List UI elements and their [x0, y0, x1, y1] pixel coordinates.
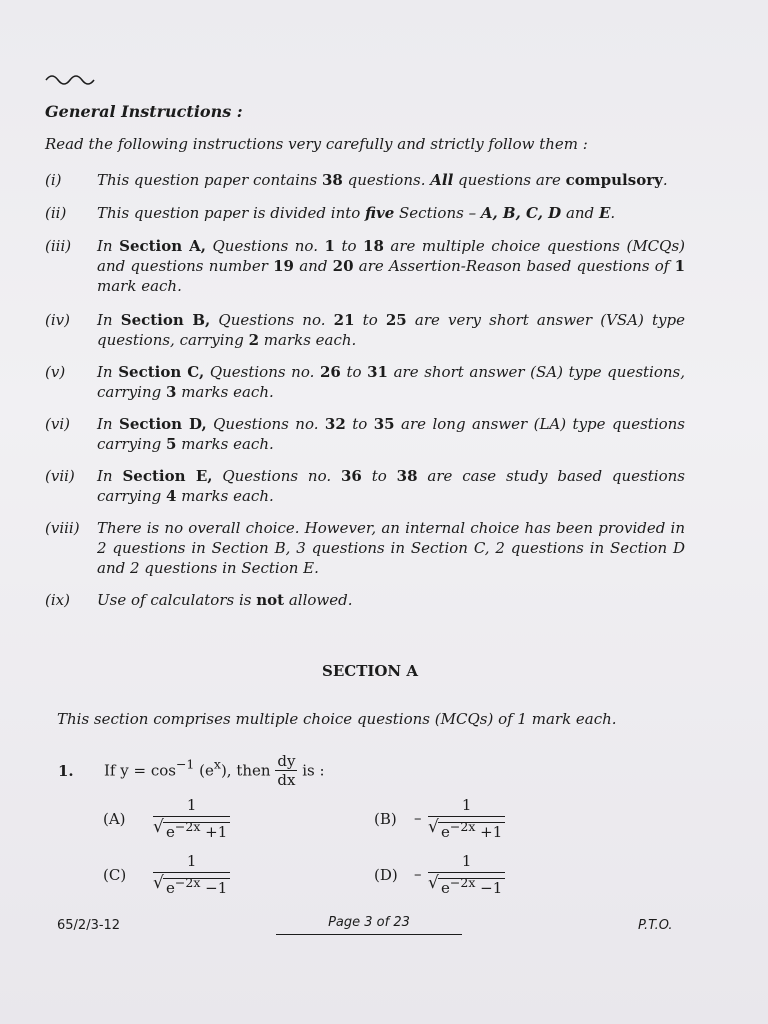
minus-sign: – — [414, 865, 422, 883]
sqrt-icon: √ $e^{-2x} +1$ — [428, 819, 505, 841]
option-label: (B) — [374, 810, 397, 828]
section-title: SECTION A — [321, 662, 419, 680]
option-expression — [153, 852, 230, 897]
sqrt-icon: √ $e^{-2x} -1$ — [153, 875, 230, 897]
instruction-item — [45, 310, 685, 350]
instruction-text: This question paper contains 38 questions. All questions are compulsory. — [97, 171, 668, 189]
instruction-number: (iv) — [45, 311, 70, 329]
instruction-text: In Section D, Questions no. 32 to 35 are long answer (LA) type questions carrying 5 marks each. — [97, 415, 686, 453]
section-description: This section comprises multiple choice questions (MCQs) of 1 mark each. — [57, 710, 617, 728]
instruction-text: In Section C, Questions no. 26 to 31 are short answer (SA) type questions, carrying 3 marks each. — [97, 363, 685, 401]
dy-dx-fraction: $\frac{dy}{dx}$ — [277, 752, 296, 789]
numerator: 1 — [428, 796, 505, 817]
option-label: (D) — [374, 866, 398, 884]
instructions-title: General Instructions : — [45, 102, 243, 121]
page-number: Page 3 of 23 — [276, 915, 462, 935]
numerator: 1 — [153, 852, 230, 873]
option-label: (A) — [103, 810, 126, 828]
instruction-text: In Section E, Questions no. 36 to 38 are case study based questions carrying 4 marks each. — [97, 467, 685, 505]
instruction-number: (vi) — [45, 415, 70, 433]
instruction-number: (vii) — [45, 467, 75, 485]
instruction-item — [45, 518, 685, 578]
minus-sign: – — [414, 809, 422, 827]
numerator: 1 — [428, 852, 505, 873]
instruction-number: (ii) — [45, 204, 67, 222]
instruction-text: Use of calculators is not allowed. — [97, 591, 353, 609]
instructions-intro: Read the following instructions very carefully and strictly follow them : — [45, 135, 588, 153]
instruction-item — [45, 414, 685, 454]
instruction-number: (ix) — [45, 591, 70, 609]
instruction-number: (viii) — [45, 519, 80, 537]
instruction-text: There is no overall choice. However, an internal choice has been provided in 2 questions in Section B, 3 questions in Section C, 2 questions in Section D and 2 questions in Section E. — [97, 519, 685, 577]
instruction-item — [45, 362, 685, 402]
paper-code: 65/2/3-12 — [57, 918, 121, 933]
instruction-number: (v) — [45, 363, 66, 381]
tilde-decoration-icon — [44, 70, 100, 86]
sqrt-icon: √ $e^{-2x} -1$ — [428, 875, 505, 897]
bleed-through-text — [300, 100, 304, 116]
instruction-item — [45, 466, 685, 506]
option-expression — [153, 796, 230, 841]
instruction-text: In Section B, Questions no. 21 to 25 are very short answer (VSA) type questions, carrying 2 marks each. — [97, 311, 685, 349]
instruction-item — [45, 170, 685, 190]
instruction-text: This question paper is divided into five Sections – A, B, C, D and E. — [97, 204, 616, 222]
instruction-number: (i) — [45, 171, 62, 189]
sqrt-icon: √ $e^{-2x} +1$ — [153, 819, 230, 841]
instruction-number: (iii) — [45, 237, 72, 255]
question-text: If $y = \cos^{-1} (e^x)$, then $\frac{dy}{dx}$ is : — [104, 752, 325, 789]
question-number: 1. — [58, 762, 74, 780]
instruction-item — [45, 590, 685, 610]
instruction-item — [45, 236, 685, 296]
option-expression — [428, 852, 505, 897]
instruction-text: In Section A, Questions no. 1 to 18 are multiple choice questions (MCQs) and questions number 19 and 20 are Assertion-Reason based questions of 1 mark each. — [97, 237, 686, 295]
numerator: 1 — [153, 796, 230, 817]
please-turn-over: P.T.O. — [638, 918, 673, 933]
option-expression — [428, 796, 505, 841]
option-label: (C) — [103, 866, 127, 884]
instruction-item — [45, 203, 685, 223]
